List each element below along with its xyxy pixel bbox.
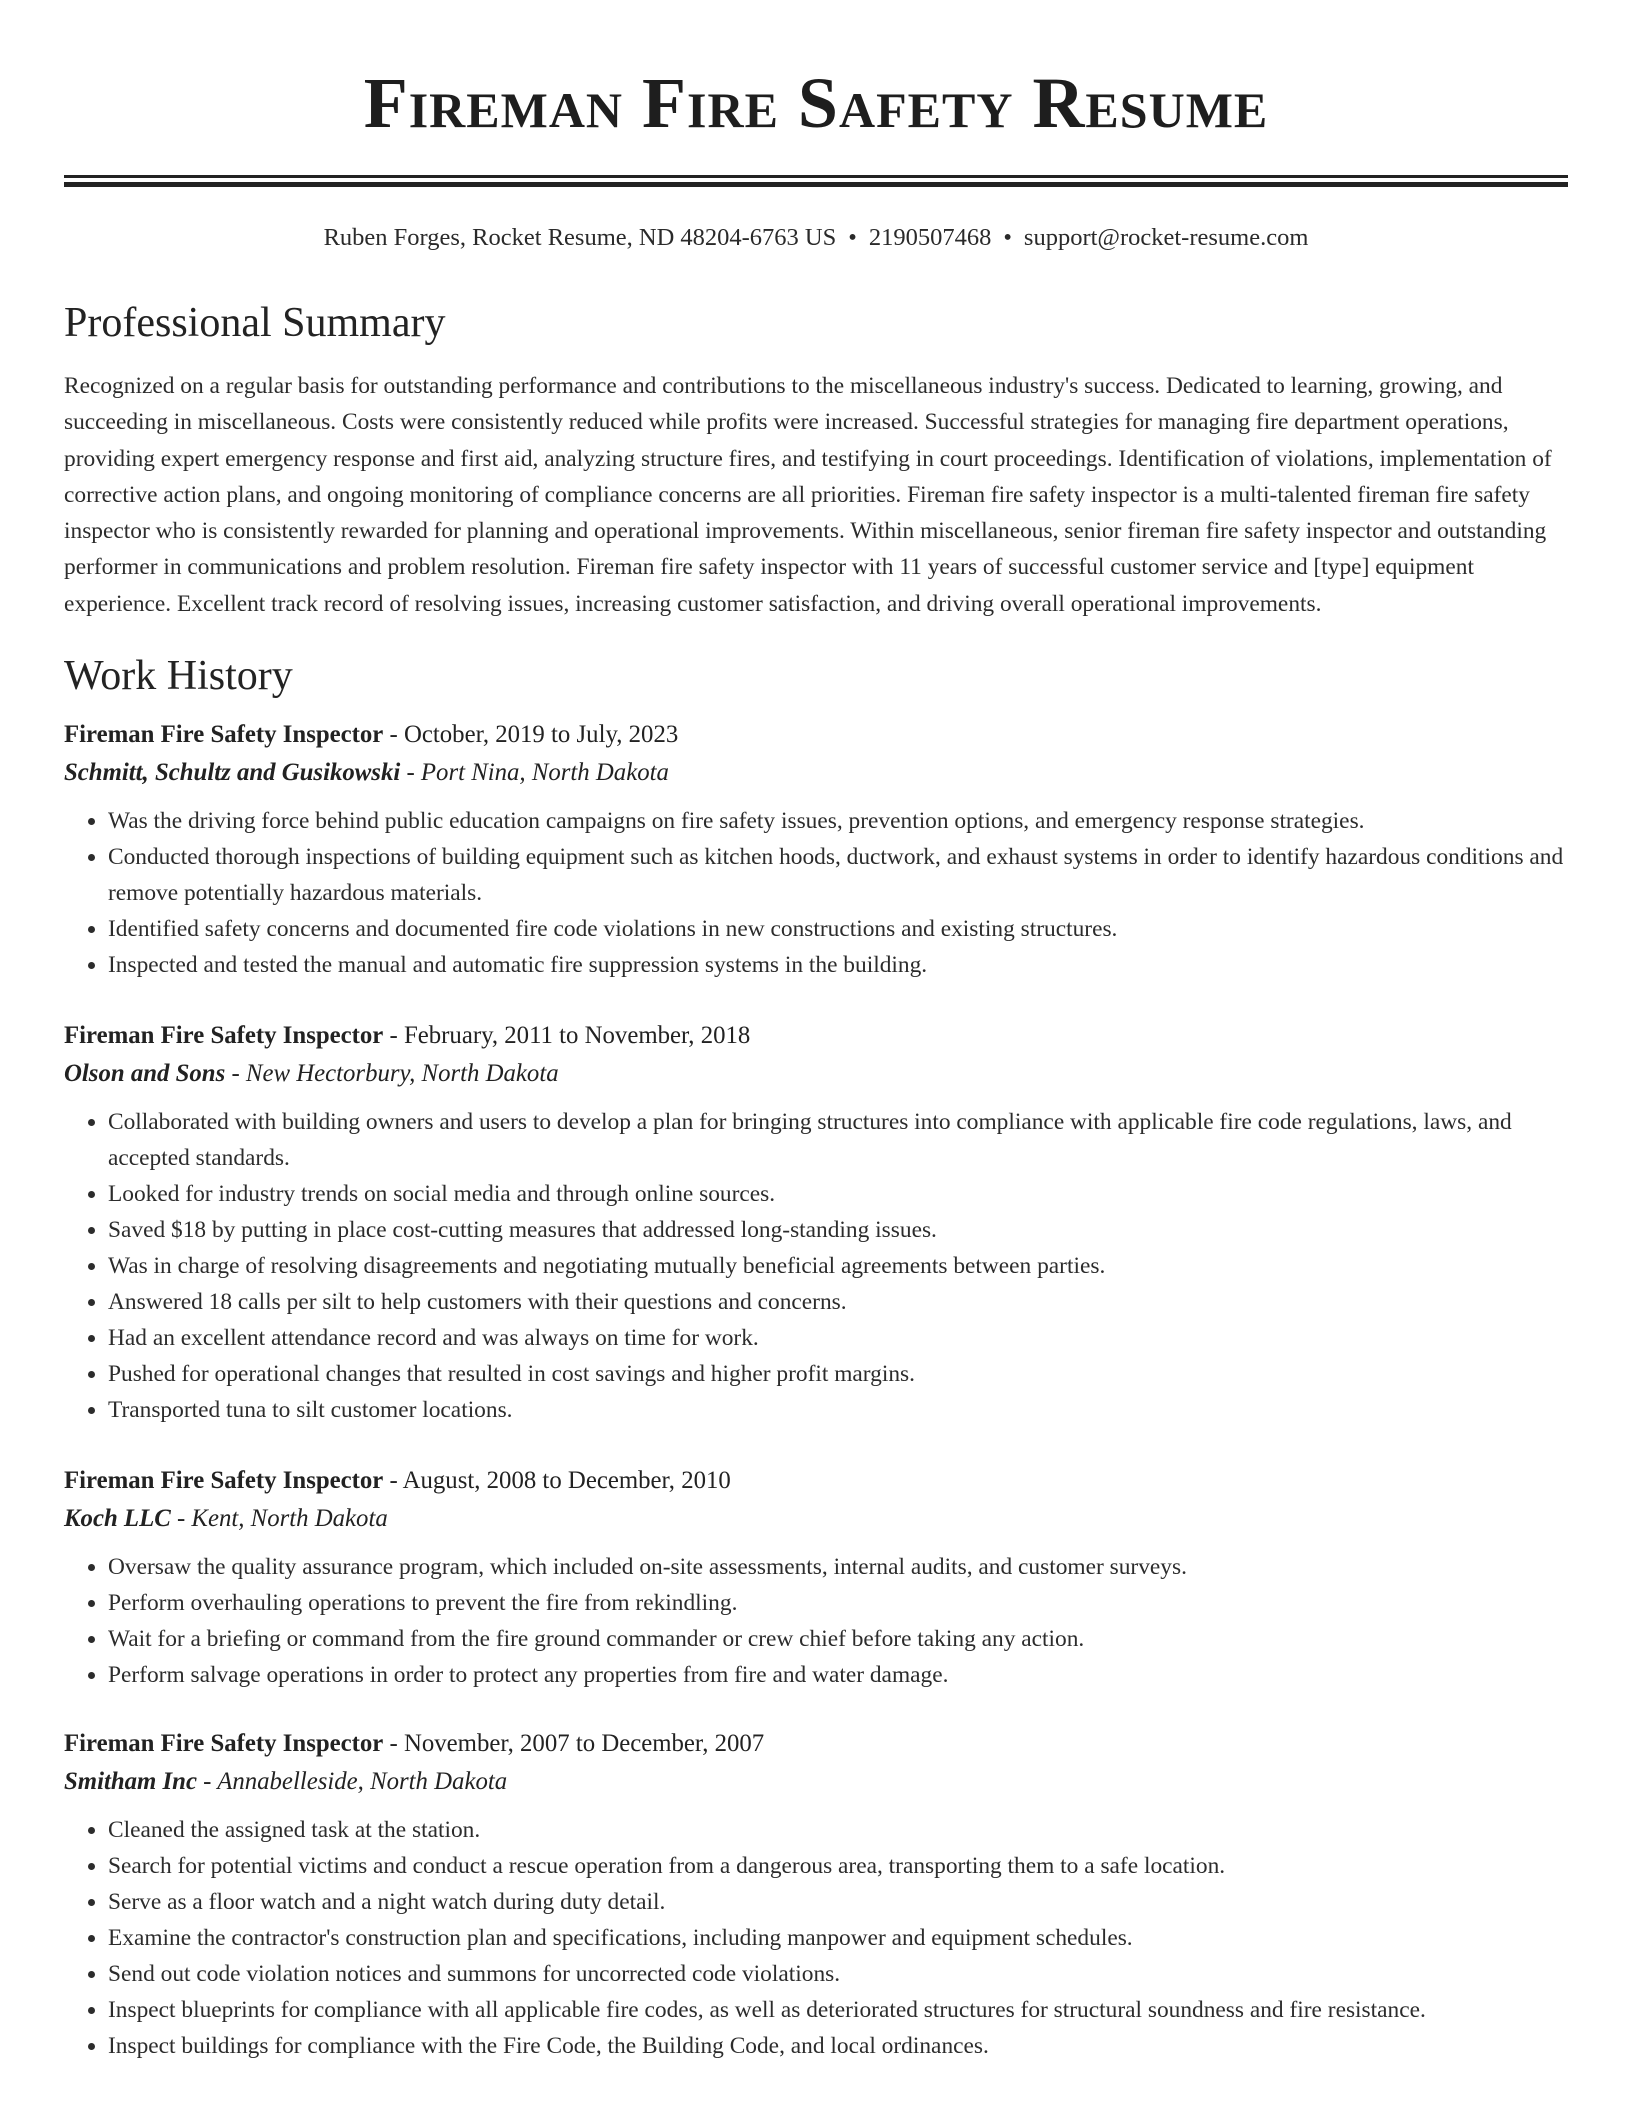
job-company: Koch LLC bbox=[64, 1505, 171, 1533]
duty-item: • Pushed for operational changes that resulted in cost savings and higher profit margins. bbox=[108, 1356, 1568, 1392]
duty-item: • Inspect blueprints for compliance with all applicable fire codes, as well as deteriorated structures for structural soundness and fire resistance. bbox=[108, 1992, 1568, 2028]
duty-item: • Conducted thorough inspections of building equipment such as kitchen hoods, ductwork, and exhaust systems in order to identify hazardous conditions and remove potentially hazardous materials. bbox=[108, 839, 1568, 911]
duty-item: • Answered 18 calls per silt to help customers with their questions and concerns. bbox=[108, 1284, 1568, 1320]
job-title-line bbox=[64, 1725, 1568, 1763]
job-role: Fireman Fire Safety Inspector bbox=[64, 1022, 384, 1050]
job-dates: - October, 2019 to July, 2023 bbox=[383, 721, 679, 749]
contact-line bbox=[64, 223, 1568, 253]
job-duties bbox=[64, 1549, 1568, 1693]
duty-item: • Inspected and tested the manual and automatic fire suppression systems in the building. bbox=[108, 947, 1568, 983]
job-company: Schmitt, Schultz and Gusikowski bbox=[64, 759, 401, 787]
contact-separator: • bbox=[848, 224, 857, 251]
duty-item: • Looked for industry trends on social media and through online sources. bbox=[108, 1176, 1568, 1212]
title-divider bbox=[64, 175, 1568, 187]
job-title-line bbox=[64, 1462, 1568, 1500]
job-duties bbox=[64, 1812, 1568, 2064]
duty-item: • Cleaned the assigned task at the station. bbox=[108, 1812, 1568, 1848]
job-company-line bbox=[64, 1055, 1568, 1093]
job-dates: - February, 2011 to November, 2018 bbox=[383, 1022, 751, 1050]
job-role: Fireman Fire Safety Inspector bbox=[64, 721, 384, 749]
summary-heading: Professional Summary bbox=[64, 300, 446, 346]
duty-item: • Examine the contractor's construction plan and specifications, including manpower and equipment schedules. bbox=[108, 1920, 1568, 1956]
job-dates: - November, 2007 to December, 2007 bbox=[383, 1730, 765, 1758]
duty-item: • Had an excellent attendance record and was always on time for work. bbox=[108, 1320, 1568, 1356]
job-entry bbox=[64, 1017, 1568, 1428]
duty-item: • Saved $18 by putting in place cost-cutting measures that addressed long-standing issues. bbox=[108, 1212, 1568, 1248]
duty-item: • Perform salvage operations in order to protect any properties from fire and water damage. bbox=[108, 1657, 1568, 1693]
job-title-line bbox=[64, 1017, 1568, 1055]
job-role: Fireman Fire Safety Inspector bbox=[64, 1467, 384, 1495]
contact-phone: 2190507468 bbox=[868, 224, 992, 251]
duty-item: • Oversaw the quality assurance program, which included on-site assessments, internal audits, and customer surveys. bbox=[108, 1549, 1568, 1585]
duty-item: • Serve as a floor watch and a night watch during duty detail. bbox=[108, 1884, 1568, 1920]
duty-item: • Search for potential victims and conduct a rescue operation from a dangerous area, transporting them to a safe location. bbox=[108, 1848, 1568, 1884]
job-location: - New Hectorbury, North Dakota bbox=[225, 1060, 559, 1088]
summary-text: Recognized on a regular basis for outstanding performance and contributions to the miscellaneous industry's success. Dedicated to learning, growing, and succeeding in miscellaneous. Costs were consistently reduced while profits were increased. Successful strategies for managing fire department operations, providing expert emergency response and first aid, analyzing structure fires, and testifying in court proceedings. Identification of violations, implementation of corrective action plans, and ongoing monitoring of compliance concerns are all priorities. Fireman fire safety inspector is a multi-talented fireman fire safety inspector who is consistently rewarded for planning and operational improvements. Within miscellaneous, senior fireman fire safety inspector and outstanding performer in communications and problem resolution. Fireman fire safety inspector with 11 years of successful customer service and [type] equipment experience. Excellent track record of resolving issues, increasing customer satisfaction, and driving overall operational improvements. bbox=[64, 373, 1552, 617]
duty-item: • Send out code violation notices and summons for uncorrected code violations. bbox=[108, 1956, 1568, 1992]
duty-item: • Was in charge of resolving disagreements and negotiating mutually beneficial agreements between parties. bbox=[108, 1248, 1568, 1284]
job-location: - Port Nina, North Dakota bbox=[400, 759, 669, 787]
duty-item: • Was the driving force behind public education campaigns on fire safety issues, prevention options, and emergency response strategies. bbox=[108, 803, 1568, 839]
job-company-line bbox=[64, 1500, 1568, 1538]
job-entry bbox=[64, 1725, 1568, 2064]
job-duties bbox=[64, 803, 1568, 983]
duty-item: • Transported tuna to silt customer locations. bbox=[108, 1392, 1568, 1428]
resume-title: Fireman Fire Safety Resume bbox=[363, 63, 1269, 143]
job-entry bbox=[64, 716, 1568, 983]
contact-separator: • bbox=[1003, 224, 1012, 251]
job-location: - Annabelleside, North Dakota bbox=[196, 1768, 508, 1796]
job-title-line bbox=[64, 716, 1568, 754]
job-entry bbox=[64, 1462, 1568, 1693]
duty-item: • Inspect buildings for compliance with the Fire Code, the Building Code, and local ordinances. bbox=[108, 2028, 1568, 2064]
job-company: Olson and Sons bbox=[64, 1060, 226, 1088]
job-duties bbox=[64, 1104, 1568, 1428]
job-company: Smitham Inc bbox=[64, 1768, 197, 1796]
duty-item: • Collaborated with building owners and users to develop a plan for bringing structures into compliance with applicable fire code regulations, laws, and accepted standards. bbox=[108, 1104, 1568, 1176]
duty-item: • Perform overhauling operations to prevent the fire from rekindling. bbox=[108, 1585, 1568, 1621]
job-company-line bbox=[64, 754, 1568, 792]
work-history-heading: Work History bbox=[64, 653, 293, 700]
duty-item: • Identified safety concerns and documented fire code violations in new constructions and existing structures. bbox=[108, 911, 1568, 947]
contact-email: support@rocket-resume.com bbox=[1023, 224, 1309, 251]
job-company-line bbox=[64, 1763, 1568, 1801]
job-location: - Kent, North Dakota bbox=[170, 1505, 388, 1533]
job-role: Fireman Fire Safety Inspector bbox=[64, 1730, 384, 1758]
duty-item: • Wait for a briefing or command from the fire ground commander or crew chief before taking any action. bbox=[108, 1621, 1568, 1657]
contact-address: Ruben Forges, Rocket Resume, ND 48204-6763 US bbox=[323, 224, 837, 251]
job-dates: - August, 2008 to December, 2010 bbox=[383, 1467, 731, 1495]
